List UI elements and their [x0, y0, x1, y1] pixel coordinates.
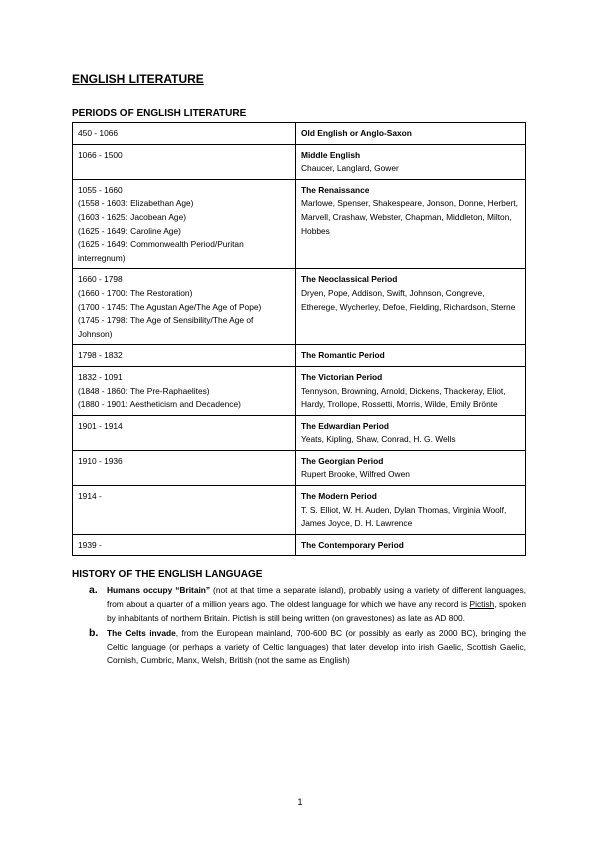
period-dates-cell [73, 144, 296, 179]
period-date-range: 1055 - 1660 [78, 184, 123, 195]
document-title: ENGLISH LITERATURE [72, 72, 204, 86]
period-info-cell [296, 144, 526, 179]
period-authors: Yeats, Kipling, Shaw, Conrad, H. G. Wells [301, 434, 456, 445]
period-row [73, 123, 526, 145]
period-subperiod: (1558 - 1603: Elizabethan Age) [78, 198, 194, 209]
period-name: The Romantic Period [301, 350, 385, 361]
period-date-range: 1066 - 1500 [78, 149, 123, 160]
period-row [73, 486, 526, 535]
period-row [73, 144, 526, 179]
period-info-cell [296, 486, 526, 535]
periods-heading: PERIODS OF ENGLISH LITERATURE [72, 108, 247, 119]
period-info-cell [296, 345, 526, 367]
period-row [73, 415, 526, 450]
period-info-cell [296, 366, 526, 415]
period-subperiod: (1625 - 1649: Caroline Age) [78, 225, 181, 236]
history-item [72, 584, 526, 625]
period-name: The Victorian Period [301, 371, 383, 382]
period-name: The Modern Period [301, 491, 377, 502]
period-dates-cell [73, 534, 296, 556]
period-subperiod: (1603 - 1625: Jacobean Age) [78, 211, 187, 222]
history-item-underlined: Pictish [469, 599, 495, 610]
period-subperiod: (1848 - 1860: The Pre-Raphaelites) [78, 385, 210, 396]
period-subperiod: (1880 - 1901: Aestheticism and Decadence) [78, 399, 241, 410]
period-row [73, 269, 526, 345]
period-row [73, 179, 526, 269]
period-name: The Contemporary Period [301, 539, 404, 550]
period-name: The Renaissance [301, 184, 370, 195]
period-dates-cell [73, 450, 296, 485]
period-name: The Edwardian Period [301, 420, 389, 431]
history-list [72, 584, 526, 668]
period-dates-cell [73, 366, 296, 415]
period-row [73, 366, 526, 415]
history-item-lead: Humans occupy “Britain” [107, 585, 211, 596]
period-authors: T. S. Elliot, W. H. Auden, Dylan Thomas, Virginia Woolf, James Joyce, D. H. Lawrence [301, 504, 507, 529]
period-row [73, 345, 526, 367]
period-dates-cell [73, 415, 296, 450]
history-item-marker: a. [89, 584, 98, 597]
period-dates-cell [73, 123, 296, 145]
period-info-cell [296, 269, 526, 345]
period-info-cell [296, 123, 526, 145]
period-dates-cell [73, 179, 296, 269]
period-name: Middle English [301, 149, 361, 160]
period-date-range: 1910 - 1936 [78, 455, 123, 466]
period-name: Old English or Anglo-Saxon [301, 128, 412, 138]
period-info-cell [296, 415, 526, 450]
period-subperiod: (1700 - 1745: The Agustan Age/The Age of Pope) [78, 301, 262, 312]
history-item-lead: The Celts invade [107, 628, 176, 639]
period-dates-cell [73, 269, 296, 345]
history-item-text: , from the European mainland, 700-600 BC (or possibly as early as 2000 BC), bringing the Celtic language (or perhaps a variety of Celtic languages) that later develop into irish Gaelic, Scottish Gaelic, Cornish, Cumbric, Manx, Welsh, British (not the same as English) [107, 628, 526, 666]
period-row [73, 534, 526, 556]
period-authors: Rupert Brooke, Wilfred Owen [301, 469, 410, 480]
period-info-cell [296, 179, 526, 269]
period-date-range: 1939 - [78, 539, 102, 550]
period-authors: Marlowe, Spenser, Shakespeare, Jonson, Donne, Herbert, Marvell, Crashaw, Webster, Chapman, Middleton, Milton, Hobbes [301, 198, 518, 236]
period-name: The Neoclassical Period [301, 274, 398, 285]
document-page [72, 72, 526, 670]
period-row [73, 450, 526, 485]
history-item [72, 627, 526, 668]
page-number: 1 [297, 797, 303, 807]
period-info-cell [296, 534, 526, 556]
period-subperiod: (1660 - 1700: The Restoration) [78, 287, 193, 298]
period-date-range: 450 - 1066 [78, 128, 119, 138]
period-name: The Georgian Period [301, 455, 384, 466]
period-date-range: 1901 - 1914 [78, 420, 123, 431]
period-authors: Tennyson, Browning, Arnold, Dickens, Thackeray, Eliot, Hardy, Trollope, Rossetti, Morris, Wilde, Emily Brönte [301, 385, 506, 410]
period-authors: Chaucer, Langlard, Gower [301, 163, 399, 174]
history-item-text-continued: , spoken by inhabitants of northern Britain. Pictish is still being written (on gravestones) as late as AD 800. [107, 599, 526, 623]
periods-table [72, 122, 526, 556]
period-info-cell [296, 450, 526, 485]
period-dates-cell [73, 345, 296, 367]
period-date-range: 1660 - 1798 [78, 274, 123, 285]
period-date-range: 1832 - 1091 [78, 371, 123, 382]
history-item-marker: b. [89, 627, 99, 640]
period-dates-cell [73, 486, 296, 535]
history-item-text: (not at that time a separate island), probably using a variety of different languages, from about a quarter of a million years ago. The oldest language for which we have any record is [107, 585, 526, 610]
period-subperiod: (1745 - 1798: The Age of Sensibility/The Age of Johnson) [78, 315, 254, 339]
history-heading: HISTORY OF THE ENGLISH LANGUAGE [72, 569, 263, 581]
period-date-range: 1798 - 1832 [78, 350, 123, 361]
period-date-range: 1914 - [78, 491, 102, 502]
period-authors: Dryen, Pope, Addison, Swift, Johnson, Congreve, Etherege, Wycherley, Defoe, Fielding, Richardson, Sterne [301, 287, 516, 312]
period-subperiod: (1625 - 1649: Commonwealth Period/Puritan interregnum) [78, 239, 244, 263]
